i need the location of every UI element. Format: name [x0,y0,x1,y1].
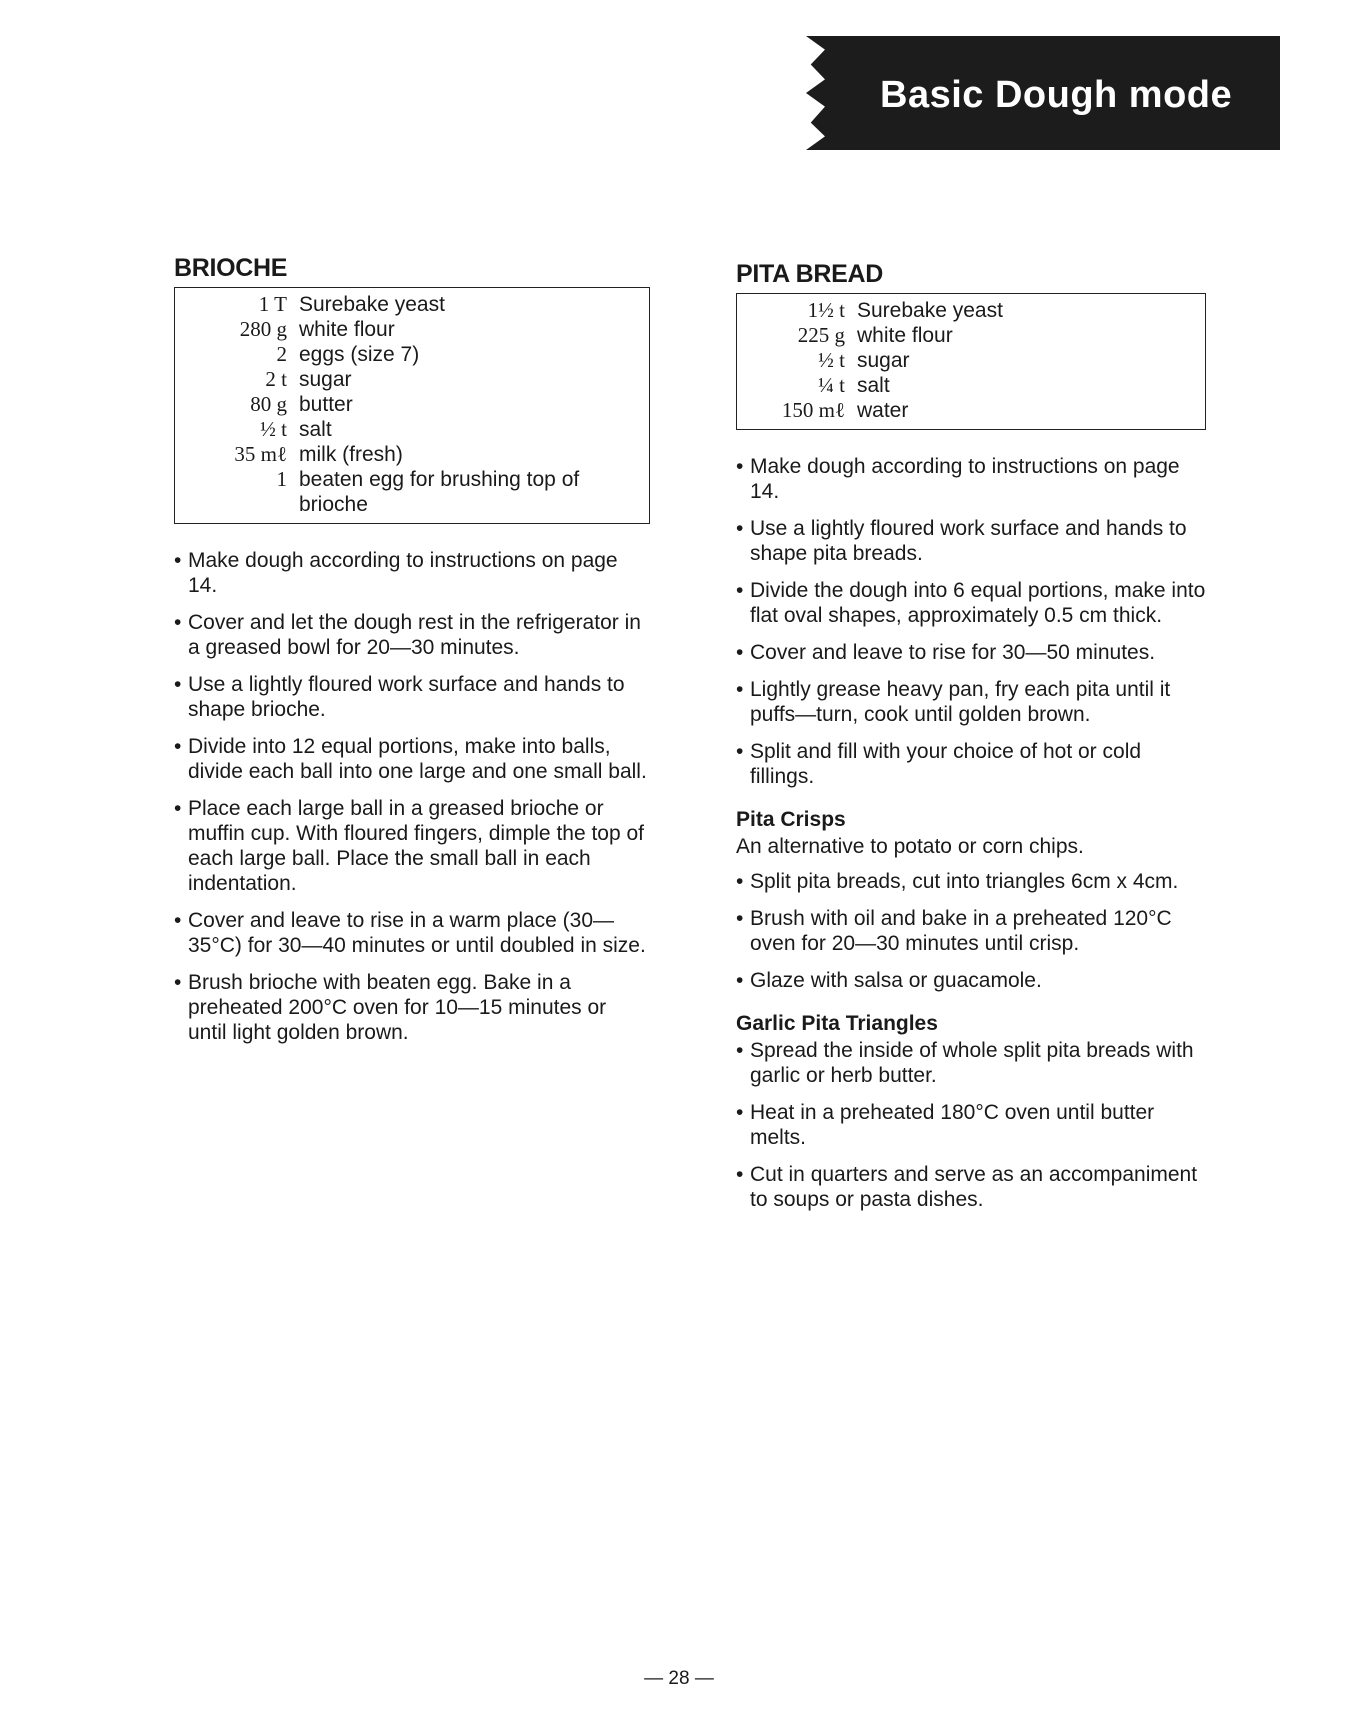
ingredient-qty: 80 g [250,392,287,416]
ingredient-qty: 35 mℓ [234,442,287,466]
ingredient-item: milk (fresh) [299,443,403,466]
page-number: — 28 — [644,1668,714,1689]
ingredient-qty: 225 g [797,323,845,347]
ingredient-qty: 1 [276,467,287,491]
ingredient-row [175,392,649,417]
ingredient-item: Surebake yeast [857,299,1003,322]
ingredient-row [175,467,649,517]
ingredient-row [175,442,649,467]
ingredient-qty: 2 t [265,367,287,391]
step-item: • Glaze with salsa or guacamole. [736,968,1206,993]
ingredients-box-pita [736,293,1206,430]
ingredient-item: beaten egg for brushing top of brioche [299,468,580,516]
ingredient-row [175,342,649,367]
step-item: • Heat in a preheated 180°C oven until butter melts. [736,1100,1206,1150]
brioche-recipe [174,256,650,1057]
step-item: • Divide the dough into 6 equal portions, make into flat oval shapes, approximately 0.5 cm thick. [736,578,1206,628]
step-item: • Cover and let the dough rest in the refrigerator in a greased bowl for 20—30 minutes. [174,610,650,660]
ingredient-qty: 1 T [258,292,287,316]
step-item: • Spread the inside of whole split pita breads with garlic or herb butter. [736,1038,1206,1088]
step-item: • Place each large ball in a greased brioche or muffin cup. With floured fingers, dimple the top of each large ball. Place the small ball in each indentation. [174,796,650,896]
ingredient-row [175,317,649,342]
ingredient-row [175,417,649,442]
ingredient-item: water [857,399,909,422]
step-item: • Cover and leave to rise in a warm place (30—35°C) for 30—40 minutes or until doubled in size. [174,908,650,958]
pita-recipe [736,262,1206,1224]
step-item: • Split and fill with your choice of hot or cold fillings. [736,739,1206,789]
ingredient-item: salt [299,418,332,441]
ingredient-row [737,323,1205,348]
ingredient-item: Surebake yeast [299,293,445,316]
ingredient-item: white flour [857,324,953,347]
ingredient-row [737,373,1205,398]
step-item: • Brush brioche with beaten egg. Bake in a preheated 200°C oven for 10—15 minutes or until light golden brown. [174,970,650,1045]
step-item: • Lightly grease heavy pan, fry each pita until it puffs—turn, cook until golden brown. [736,677,1206,727]
ingredient-qty: ½ t [818,348,845,372]
ingredient-item: sugar [857,349,910,372]
ingredient-item: salt [857,374,890,397]
ingredient-item: butter [299,393,353,416]
ingredient-row [175,367,649,392]
step-item: • Use a lightly floured work surface and hands to shape brioche. [174,672,650,722]
step-item: • Brush with oil and bake in a preheated 120°C oven for 20—30 minutes until crisp. [736,906,1206,956]
subsection-intro: An alternative to potato or corn chips. [736,835,1084,858]
ingredient-qty: 1½ t [807,298,845,322]
step-item: • Split pita breads, cut into triangles 6cm x 4cm. [736,869,1206,894]
step-item: • Use a lightly floured work surface and hands to shape pita breads. [736,516,1206,566]
recipe-title-brioche: BRIOCHE [174,254,288,282]
ingredient-qty: 280 g [239,317,287,341]
subsection-title-pita-crisps: Pita Crisps [736,808,846,831]
ingredient-row [175,292,649,317]
ingredient-qty: ¼ t [818,373,845,397]
ingredient-row [737,348,1205,373]
step-item: • Cut in quarters and serve as an accompaniment to soups or pasta dishes. [736,1162,1206,1212]
step-item: • Make dough according to instructions on page 14. [736,454,1206,504]
step-item: • Make dough according to instructions on page 14. [174,548,650,598]
ingredient-row [737,398,1205,423]
recipe-title-pita: PITA BREAD [736,260,884,288]
ingredient-qty: ½ t [260,417,287,441]
ingredients-box-brioche [174,287,650,524]
ingredient-qty: 2 [276,342,287,366]
ingredient-item: white flour [299,318,395,341]
ingredient-item: eggs (size 7) [299,343,420,366]
banner-title: Basic Dough mode [880,74,1233,116]
step-item: • Cover and leave to rise for 30—50 minutes. [736,640,1206,665]
ingredient-item: sugar [299,368,352,391]
ingredient-qty: 150 mℓ [781,398,845,422]
ingredient-row [737,298,1205,323]
step-item: • Divide into 12 equal portions, make into balls, divide each ball into one large and one small ball. [174,734,650,784]
subsection-title-garlic-pita: Garlic Pita Triangles [736,1012,938,1035]
